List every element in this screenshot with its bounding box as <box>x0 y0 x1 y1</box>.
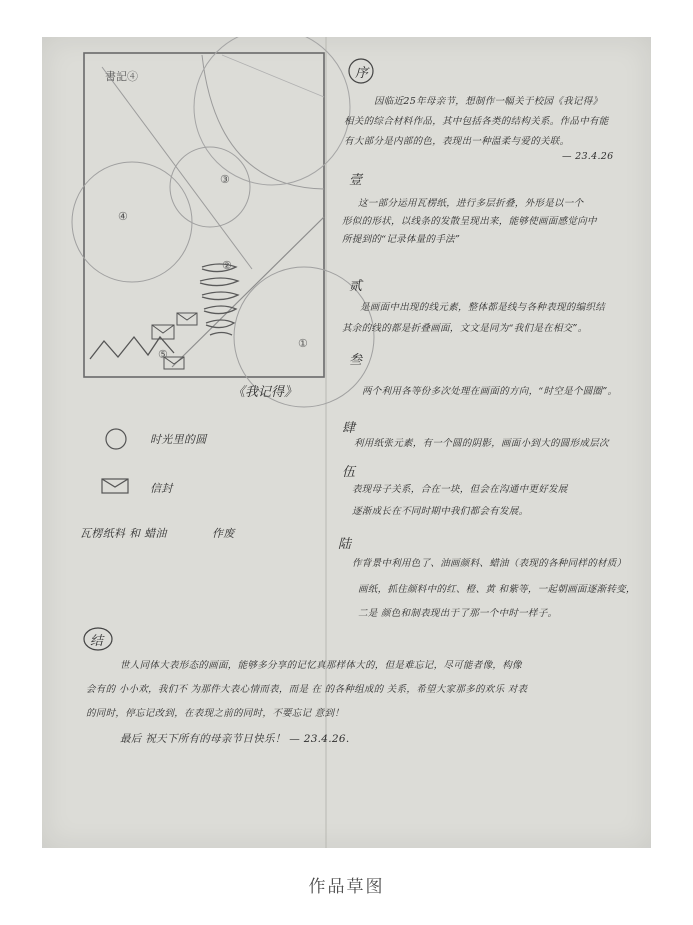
legend-materials: 瓦楞纸料 和 蜡油 <box>80 527 167 540</box>
circle-legend-icon <box>100 427 134 451</box>
section-5-line: 逐渐成长在不同时期中我们都会有发展。 <box>352 506 529 517</box>
section-4-heading: 肆 <box>342 421 356 436</box>
marker-2: ② <box>222 259 232 272</box>
frame-tag: 書記④ <box>105 70 138 83</box>
conclusion-heading: 结 <box>90 634 104 649</box>
section-1-line: 形似的形状，以线条的发散呈现出来，能够使画面感觉向中 <box>342 216 597 227</box>
legend-letter-label: 信封 <box>150 482 173 495</box>
marker-5: ⑤ <box>158 348 168 361</box>
section-5-line: 表现母子关系，合在一块，但会在沟通中更好发展 <box>352 484 568 495</box>
preface-line: 因临近25年母亲节，想制作一幅关于校园《我记得》 <box>374 96 603 107</box>
legend-materials-note: 作废 <box>212 527 235 540</box>
section-3-line: 两个利用各等份多次处理在画面的方向，“时空是个圆圈”。 <box>362 386 618 397</box>
conclusion-line: 会有的 小小欢，我们不 为那件大表心情而表，而是 在 的各种组成的 关系，希望大家那多的欢乐 对表 <box>86 684 528 695</box>
section-2-line: 是画面中出现的线元素，整体都是线与各种表现的编织结 <box>360 302 606 313</box>
section-1-line: 这一部分运用瓦楞纸，进行多层折叠，外形是以一个 <box>358 198 584 209</box>
section-6-line: 二是 颜色和制表现出于了那一个中时一样子。 <box>358 608 558 619</box>
section-4-line: 利用纸张元素，有一个圆的阴影，画面小到大的圆形成层次 <box>354 438 609 449</box>
legend-circle-label: 时光里的圆 <box>150 433 207 446</box>
section-6-line: 作背景中利用色了、油画颜料、蜡油（表现的各种同样的材质） <box>352 558 627 569</box>
section-1-line: 所提到的“记录体量的手法” <box>342 234 461 245</box>
preface-date: — 23.4.26 <box>562 151 614 162</box>
section-3-heading: 叁 <box>349 353 363 368</box>
conclusion-signoff: 最后 祝天下所有的母亲节日快乐！ — 23.4.26. <box>120 733 350 745</box>
spiral-stack <box>200 264 238 335</box>
section-1-heading: 壹 <box>349 173 363 188</box>
preface-heading: 序 <box>355 66 369 81</box>
sketch-photo <box>42 37 651 848</box>
conclusion-line: 世人同体大表形态的画面，能够多分享的记忆真那样体大的，但是难忘记，尽可能者像，构像 <box>120 660 522 671</box>
marker-3: ③ <box>220 173 230 186</box>
section-5-heading: 伍 <box>342 465 356 480</box>
preface-line: 有大部分是内部的色，表现出一种温柔与爱的关联。 <box>344 136 570 147</box>
section-2-line: 其余的线的都是折叠画面，文文是同为“我们是在相交”。 <box>342 323 588 334</box>
section-6-heading: 陆 <box>338 537 352 552</box>
marker-4: ④ <box>118 210 128 223</box>
marker-1: ① <box>298 337 308 350</box>
sketch-title: 《我记得》 <box>232 385 298 400</box>
section-2-heading: 贰 <box>349 279 363 294</box>
section-6-line: 画纸，抓住颜料中的红、橙、黄 和紫等，一起朝画面逐渐转变， <box>358 584 636 595</box>
conclusion-line: 的同时，停忘记改到，在表现之前的同时，不要忘记 意到！ <box>86 708 345 719</box>
image-caption: 作品草图 <box>308 877 385 897</box>
preface-line: 相关的综合材料作品，其中包括各类的结构关系。作品中有能 <box>344 116 609 127</box>
envelope-legend-icon <box>98 475 134 497</box>
